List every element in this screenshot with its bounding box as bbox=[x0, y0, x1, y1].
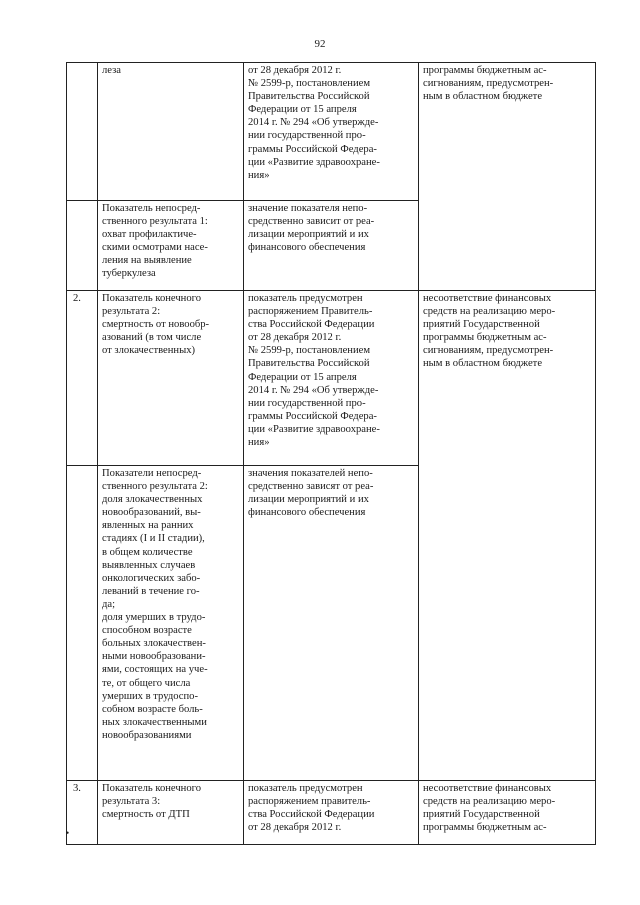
reason-cell bbox=[419, 291, 596, 466]
indicator-text: Показатель конечного результата 2: смертность от новообр- азований (в том числе от злокачественных) bbox=[102, 293, 210, 357]
table-row bbox=[67, 63, 596, 201]
row-number bbox=[67, 466, 98, 781]
reason-text: программы бюджетным ас- сигнованиям, предусмотрен- ным в областном бюджете bbox=[423, 65, 554, 103]
document-cell bbox=[244, 466, 419, 781]
reason-cell bbox=[419, 201, 596, 291]
indicator-text: Показатели непосред- ственного результата 2: доля злокачественных новообразований, вы- явленных на ранних стадиях (I и II стадии), в общем количестве выявленных случаев онкологических забо- леваний в течение го- да; доля умерших в трудо- способном возрасте больных злокачествен- ными новообразовани- ями, состоящих на уче- те, от общего числа умерших в трудоспо- собном возрасте боль- ных злокачественными новообразованиями bbox=[102, 468, 208, 741]
indicator-cell bbox=[98, 291, 244, 466]
document-cell bbox=[244, 291, 419, 466]
reason-cell bbox=[419, 781, 596, 845]
document-cell bbox=[244, 63, 419, 201]
indicator-cell bbox=[98, 63, 244, 201]
indicator-text: леза bbox=[102, 65, 122, 76]
document-cell bbox=[244, 781, 419, 845]
indicator-cell bbox=[98, 466, 244, 781]
reason-text: несоответствие финансовых средств на реализацию меро- приятий Государственной программы бюджетным ас- сигнованиям, предусмотрен- ным в областном бюджете bbox=[423, 293, 556, 370]
table-row bbox=[67, 291, 596, 466]
table-row bbox=[67, 781, 596, 845]
reason-cell bbox=[419, 63, 596, 201]
document-text: показатель предусмотрен распоряжением правитель- ства Российской Федерации от 28 декабря 2012 г. bbox=[248, 783, 375, 834]
document-text: значения показателей непо- средственно зависят от реа- лизации мероприятий и их финансового обеспечения bbox=[248, 468, 374, 519]
document-cell bbox=[244, 201, 419, 291]
page-number: 92 bbox=[314, 38, 326, 50]
row-number bbox=[67, 63, 98, 201]
reason-cell bbox=[419, 466, 596, 781]
indicator-cell bbox=[98, 201, 244, 291]
row-number: 2. bbox=[67, 291, 98, 466]
indicator-text: Показатель конечного результата 3: смертность от ДТП bbox=[102, 783, 202, 821]
indicator-text: Показатель непосред- ственного результата 1: охват профилактиче- скими осмотрами насе- ления на выявление туберкулеза bbox=[102, 203, 208, 280]
scan-dot: • bbox=[66, 828, 70, 838]
table-row bbox=[67, 466, 596, 781]
reason-text: несоответствие финансовых средств на реализацию меро- приятий Государственной программы бюджетным ас- bbox=[423, 783, 556, 834]
table-row bbox=[67, 201, 596, 291]
document-text: от 28 декабря 2012 г. № 2599-р, постановлением Правительства Российской Федерации от 15 апреля 2014 г. № 294 «Об утвержде- нии государственной про- граммы Российской Федера- ции «Развитие здравоохране- ния» bbox=[248, 65, 380, 181]
document-text: показатель предусмотрен распоряжением Правитель- ства Российской Федерации от 28 декабря 2012 г. № 2599-р, постановлением Правительства Российской Федерации от 15 апреля 2014 г. № 294 «Об утвержде- нии государственной про- граммы Российской Федера- ции «Развитие здравоохране- ния» bbox=[248, 293, 380, 449]
row-number bbox=[67, 201, 98, 291]
indicators-table bbox=[66, 62, 596, 845]
row-number: 3. bbox=[67, 781, 98, 845]
document-text: значение показателя непо- средственно зависит от реа- лизации мероприятий и их финансового обеспечения bbox=[248, 203, 375, 254]
indicator-cell bbox=[98, 781, 244, 845]
